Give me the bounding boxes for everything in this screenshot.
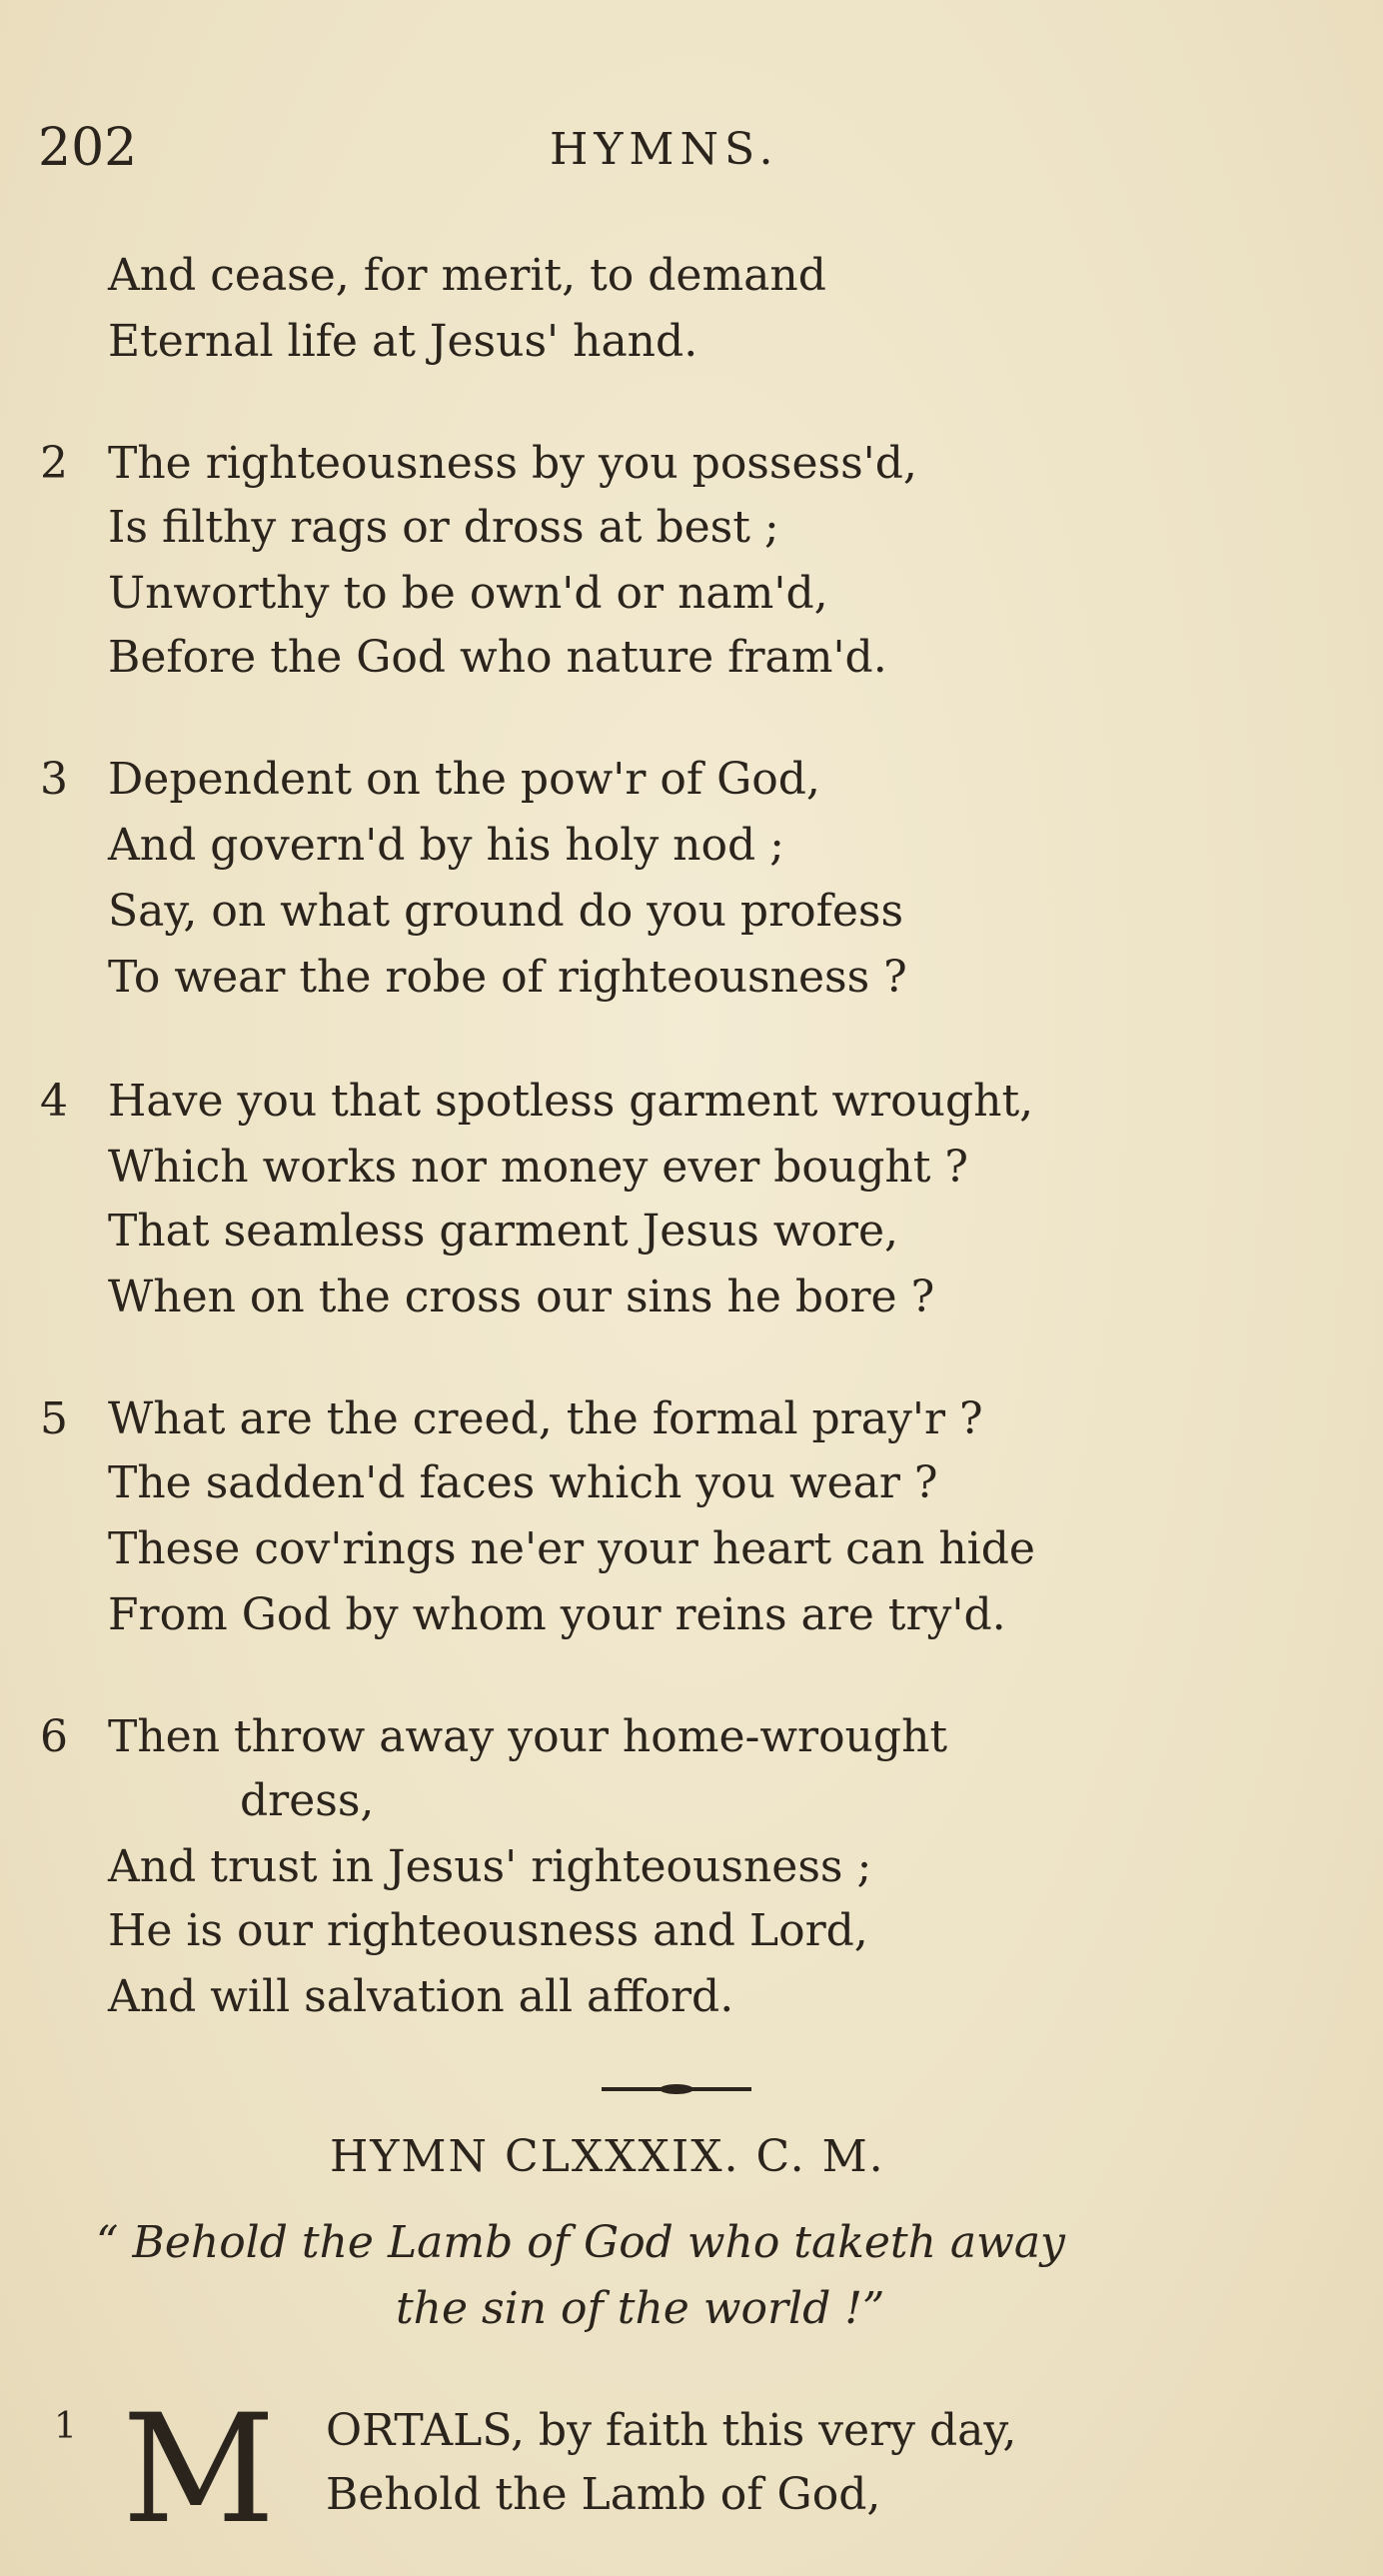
verse-number: 2	[40, 438, 68, 489]
verse-number: 5	[40, 1393, 68, 1444]
continuation-line: And cease, for merit, to demand	[108, 250, 826, 301]
verse-line: Which works nor money ever bought ?	[108, 1142, 969, 1193]
verse-line: Have you that spotless garment wrought,	[108, 1076, 1034, 1127]
verse-line: What are the creed, the formal pray'r ?	[108, 1393, 983, 1444]
verse-line: He is our righteousness and Lord,	[108, 1905, 868, 1956]
verse-line: These cov'rings ne'er your heart can hide	[108, 1523, 1035, 1574]
verse-line: The righteousness by you possess'd,	[108, 438, 917, 489]
section-ornament	[602, 2087, 751, 2091]
verse-line: Is filthy rags or dross at best ;	[108, 502, 779, 553]
page-number: 202	[38, 118, 138, 178]
verse-number: 3	[40, 754, 68, 805]
verse-line: Unworthy to be own'd or nam'd,	[108, 568, 828, 619]
verse-line: Behold the Lamb of God,	[326, 2469, 881, 2520]
verse-line: dress,	[240, 1775, 375, 1826]
drop-cap: M	[122, 2383, 276, 2557]
verse-line: And trust in Jesus' righteousness ;	[108, 1841, 872, 1892]
verse-line: ORTALS, by faith this very day,	[326, 2405, 1017, 2456]
verse-line: From God by whom your reins are try'd.	[108, 1589, 1006, 1640]
verse-line: Say, on what ground do you profess	[108, 886, 904, 937]
verse-line: That seamless garment Jesus wore,	[108, 1206, 898, 1257]
verse-line: When on the cross our sins he bore ?	[108, 1272, 935, 1322]
verse-line: Before the God who nature fram'd.	[108, 632, 887, 683]
verse-line: To wear the robe of righteousness ?	[108, 952, 907, 1003]
verse-number: 6	[40, 1711, 68, 1762]
epigraph-line: the sin of the world !”	[396, 2283, 885, 2334]
verse-line: And govern'd by his holy nod ;	[108, 820, 784, 871]
verse-line: Then throw away your home-wrought	[108, 1711, 948, 1762]
verse-number: 4	[40, 1076, 68, 1127]
epigraph-line: “ Behold the Lamb of God who taketh away	[96, 2217, 1065, 2268]
verse-number: 1	[54, 2406, 77, 2447]
verse-line: And will salvation all afford.	[108, 1971, 734, 2022]
running-title: HYMNS.	[550, 124, 779, 175]
verse-line: Dependent on the pow'r of God,	[108, 754, 820, 805]
verse-line: The sadden'd faces which you wear ?	[108, 1457, 938, 1508]
continuation-line: Eternal life at Jesus' hand.	[108, 316, 698, 367]
hymn-heading: HYMN CLXXXIX. C. M.	[330, 2131, 885, 2182]
page-header	[0, 118, 1383, 188]
